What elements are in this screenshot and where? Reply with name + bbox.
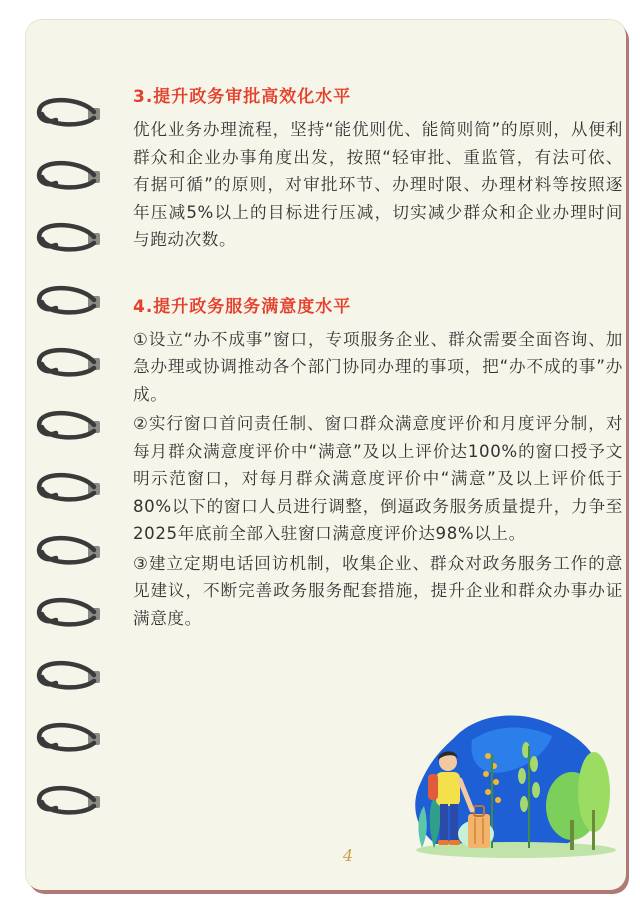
- spiral-binding: [32, 94, 112, 854]
- spiral-ring-icon: [32, 782, 104, 822]
- page-number: 4: [342, 846, 354, 865]
- spiral-ring-icon: [32, 469, 104, 509]
- spiral-ring-icon: [32, 219, 104, 259]
- spiral-ring-icon: [32, 94, 104, 134]
- section-paragraph: ③建立定期电话回访机制，收集企业、群众对政务服务工作的意见建议，不断完善政务服务配套措施，提升企业和群众办事办证满意度。: [133, 553, 623, 628]
- section-paragraph: 优化业务办理流程，坚持“能优则优、能简则简”的原则，从便利群众和企业办事角度出发，按照“轻审批、重监管，有法可依、有据可循”的原则，对审批环节、办理时限、办理材料等按照逐年压减5%以上的目标进行压减，切实减少群众和企业办理时间与跑动次数。: [133, 120, 623, 249]
- spiral-ring-icon: [32, 532, 104, 572]
- spiral-ring-icon: [32, 157, 104, 197]
- section-paragraph: ②实行窗口首问责任制、窗口群众满意度评价和月度评分制，对每月群众满意度评价中“满意”及以上评价达100%的窗口授予文明示范窗口，对每月群众满意度评价中“满意”及以上评价低于80%以下的窗口人员进行调整，倒逼政务服务质量提升，力争至2025年底前全部入驻窗口满意度评价达98%以上。: [133, 414, 623, 543]
- spiral-ring-icon: [32, 344, 104, 384]
- spiral-ring-icon: [32, 719, 104, 759]
- section-paragraph: ①设立“办不成事”窗口，专项服务企业、群众需要全面咨询、加急办理或协调推动各个部门协同办理的事项，把“办不成的事”办成。: [133, 329, 623, 404]
- section-title: 3.提升政务审批高效化水平: [133, 87, 352, 107]
- notebook-page: [26, 20, 626, 890]
- spiral-ring-icon: [32, 594, 104, 634]
- page-content: [133, 84, 623, 634]
- spiral-ring-icon: [32, 657, 104, 697]
- spiral-ring-icon: [32, 407, 104, 447]
- traveler-illustration: [376, 710, 616, 862]
- spiral-ring-icon: [32, 282, 104, 322]
- section-title: 4.提升政务服务满意度水平: [133, 296, 352, 317]
